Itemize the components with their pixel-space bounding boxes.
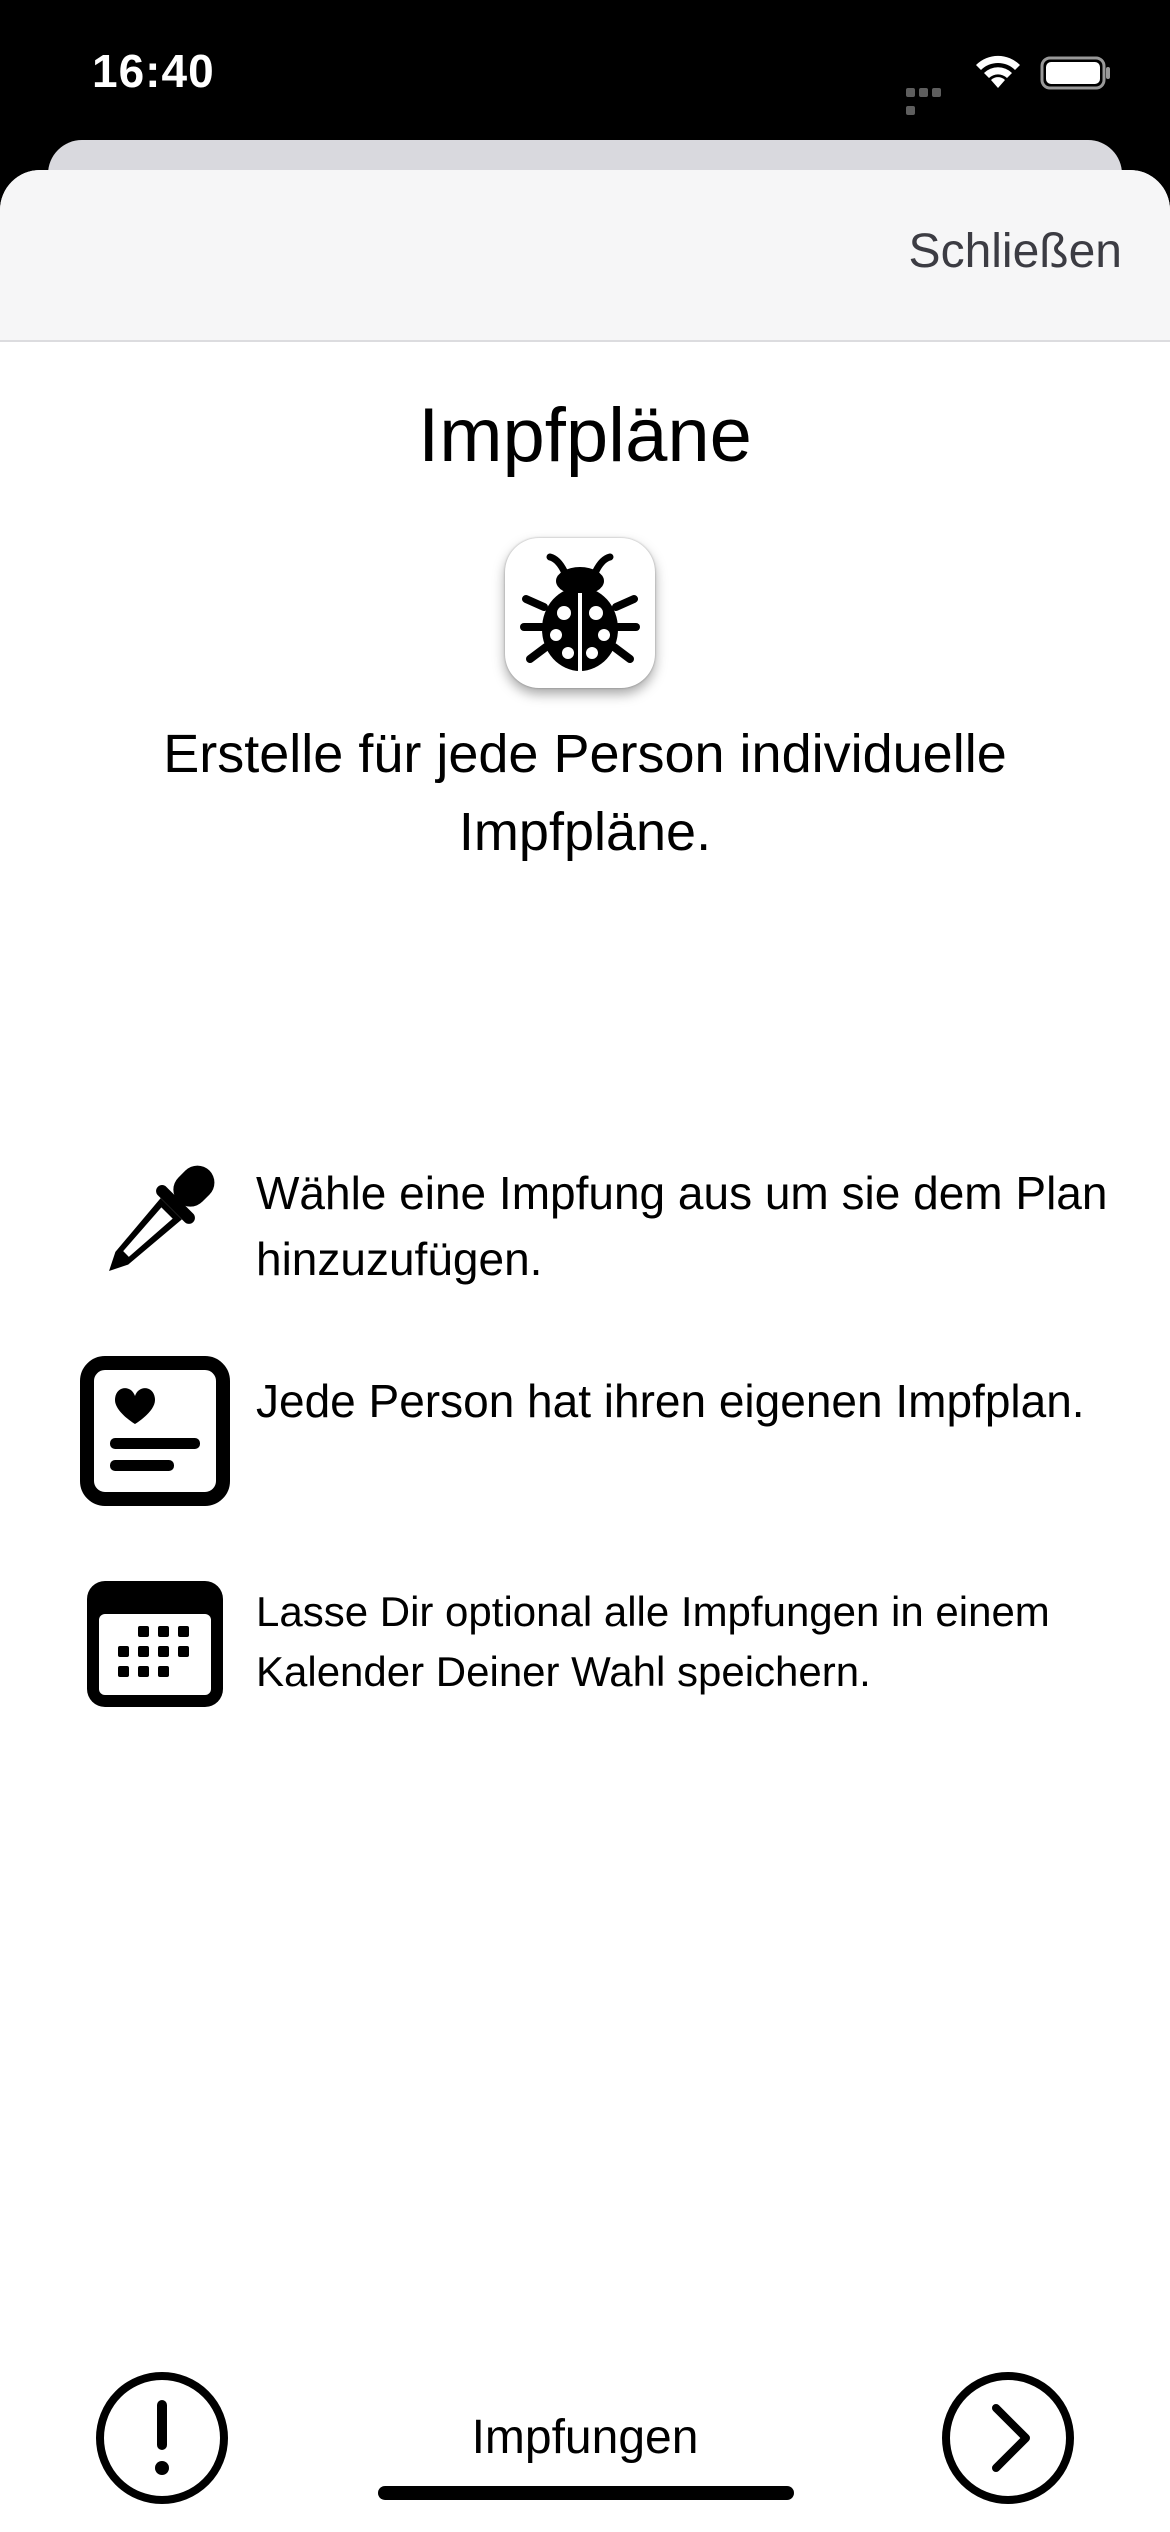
- exclamation-circle-icon[interactable]: [94, 2370, 230, 2506]
- status-bar: [0, 0, 1170, 140]
- calendar-icon: [80, 1574, 230, 1724]
- feature-text: Jede Person hat ihren eigenen Impfplan.: [256, 1375, 1085, 1427]
- chevron-right-circle-icon[interactable]: [940, 2370, 1076, 2506]
- signal-dots-icon: [906, 84, 956, 92]
- bottom-label: Impfungen: [471, 2411, 699, 2464]
- eyedropper-icon: [80, 1150, 230, 1300]
- page-title: Impfpläne: [418, 393, 752, 478]
- nav-bar: [0, 170, 1170, 342]
- home-indicator: [378, 2486, 794, 2500]
- feature-text: Lasse Dir optional alle Impfungen in einem Kalender Deiner Wahl speichern.: [256, 1588, 1050, 1695]
- ladybug-icon: [505, 538, 655, 688]
- close-button[interactable]: Schließen: [908, 225, 1122, 278]
- feature-text: Wähle eine Impfung aus um sie dem Plan hinzuzufügen.: [256, 1167, 1108, 1285]
- status-time: 16:40: [92, 45, 215, 97]
- health-card-icon: [80, 1356, 230, 1506]
- subtitle: Erstelle für jede Person individuelle Impfpläne.: [163, 724, 1007, 862]
- battery-icon: [1040, 56, 1112, 95]
- onboarding-sheet: [0, 170, 1170, 2532]
- wifi-icon: [972, 52, 1024, 95]
